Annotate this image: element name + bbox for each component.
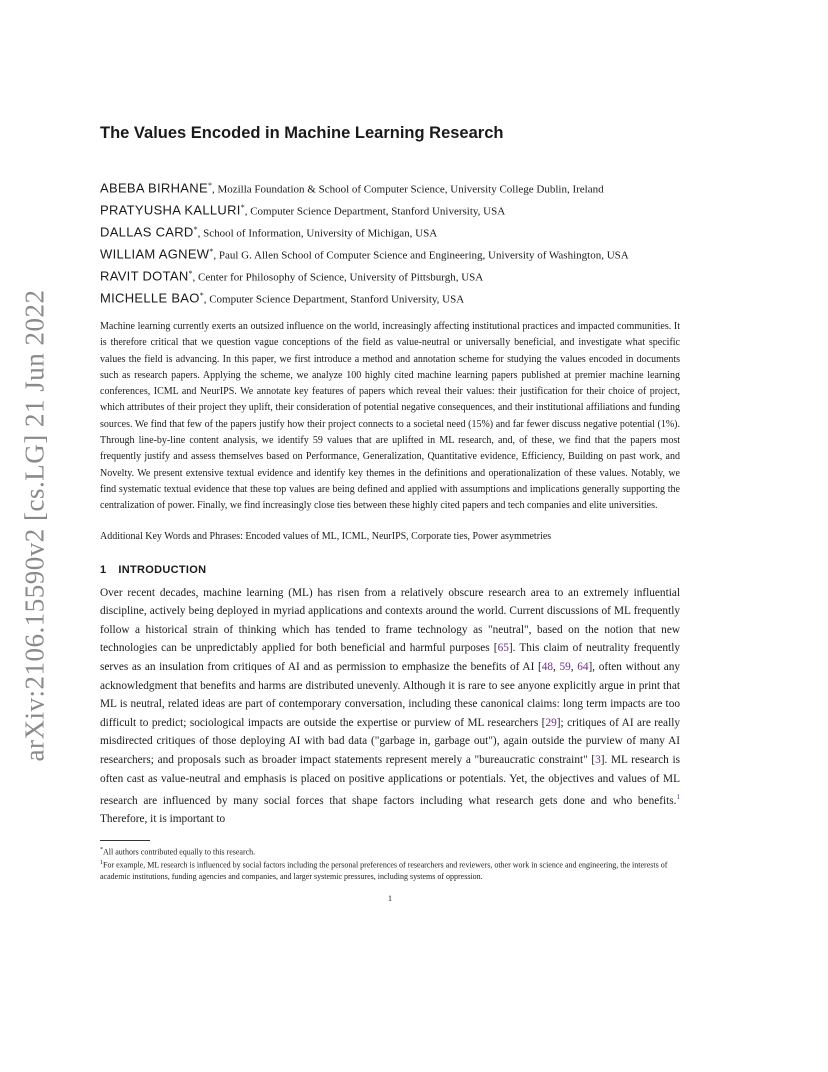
author-mark: * bbox=[207, 181, 212, 190]
section-title: INTRODUCTION bbox=[118, 563, 207, 576]
author-list bbox=[100, 175, 680, 307]
intro-text: ]. ML research is often cast as value-neutral and emphasis is placed on positive applications or potentials. Yet, the objectives and values of ML research are influenced by many social forces that shape factors including what research gets done and who benefits. bbox=[100, 753, 680, 807]
author-affiliation: , Mozilla Foundation & School of Computer Science, University College Dublin, Ireland bbox=[211, 183, 604, 196]
intro-text: ]. This claim of neutrality frequently serves as an insulation from critiques of AI and as permission to emphasize the benefits of AI [ bbox=[100, 642, 680, 673]
author-entry bbox=[100, 175, 680, 197]
page-number: 1 bbox=[388, 893, 392, 903]
citation-link[interactable]: 29 bbox=[545, 716, 557, 729]
author-affiliation: , School of Information, University of Michigan, USA bbox=[197, 227, 438, 240]
section-number: 1 bbox=[100, 563, 107, 576]
abstract: Machine learning currently exerts an outsized influence on the world, increasingly affecting institutional practices and impacted communities. It is therefore critical that we question vague conceptions of the field as value-neutral or universally beneficial, and investigate what specific values the field is advancing. In this paper, we first introduce a method and annotation scheme for studying the values encoded in documents such as research papers. Applying the scheme, we analyze 100 highly cited machine learning papers published at premier machine learning conferences, ICML and NeurIPS. We annotate key features of papers which reveal their values: their justification for their choice of project, which attributes of their project they uplift, their consideration of potential negative consequences, and their institutional affiliations and funding sources. We find that few of the papers justify how their project connects to a societal need (15%) and far fewer discuss negative potential (1%). Through line-by-line content analysis, we identify 59 values that are uplifted in ML research, and, of these, we find that the papers most frequently justify and assess themselves based on Performance, Generalization, Quantitative evidence, Efficiency, Building on past work, and Novelty. We present extensive textual evidence and identify key themes in the definitions and operationalization of these values. Notably, we find systematic textual evidence that these top values are being defined and applied with assumptions and implications generally supporting the centralization of power. Finally, we find increasingly close ties between these highly cited papers and tech companies and elite universities. bbox=[100, 321, 680, 512]
author-entry bbox=[100, 197, 680, 219]
footnote bbox=[100, 858, 680, 882]
citation-link[interactable]: 59 bbox=[559, 660, 571, 673]
author-affiliation: , Paul G. Allen School of Computer Science and Engineering, University of Washington, USA bbox=[213, 249, 629, 262]
footnote-ref-link[interactable]: 1 bbox=[676, 793, 680, 802]
author-mark: * bbox=[209, 247, 214, 256]
paper-page bbox=[100, 124, 680, 903]
citation-link[interactable]: 3 bbox=[595, 753, 601, 766]
citation-link[interactable]: 64 bbox=[577, 660, 589, 673]
footnote bbox=[100, 845, 680, 858]
arxiv-identifier: arXiv:2106.15590v2 [cs.LG] 21 Jun 2022 bbox=[19, 289, 50, 761]
citation-link[interactable]: 65 bbox=[497, 642, 509, 655]
author-name: RAVIT DOTAN bbox=[100, 268, 189, 284]
footnote-mark: 1 bbox=[100, 860, 103, 866]
intro-text: ]; critiques of AI are really misdirected critiques of those deploying AI with bad data ("garbage in, garbage out"), again outside the purview of many AI researchers; and proposals such as broader impact statements represent merely a "bureaucratic constraint" [ bbox=[100, 716, 680, 766]
author-name: DALLAS CARD bbox=[100, 224, 194, 240]
author-entry bbox=[100, 263, 680, 285]
author-mark: * bbox=[188, 269, 193, 278]
paper-title: The Values Encoded in Machine Learning Research bbox=[100, 124, 504, 142]
intro-text: Over recent decades, machine learning (ML) has risen from a relatively obscure research area to an extremely influential discipline, actively being deployed in myriad applications and contexts around the world. Current discussions of ML frequently follow a historical strain of thinking which has tended to frame technology as "neutral", based on the notion that new technologies can be unpredictably applied for both beneficial and harmful purposes [ bbox=[100, 586, 680, 655]
keywords: Additional Key Words and Phrases: Encoded values of ML, ICML, NeurIPS, Corporate ties, Power asymmetries bbox=[100, 530, 552, 542]
author-name: PRATYUSHA KALLURI bbox=[100, 202, 241, 218]
author-entry bbox=[100, 285, 680, 307]
intro-paragraph: Over recent decades, machine learning (ML) has risen from a relatively obscure research area to an extremely influential discipline, actively being deployed in myriad applications and contexts around the world. Current discussions of ML frequently follow a historical strain of thinking which has tended to frame technology as "neutral", based on the notion that new technologies can be unpredictably applied for both beneficial and harmful purposes [65]. This claim of neutrality frequently serves as an insulation from critiques of AI and as permission to emphasize the benefits of AI [48, 59, 64], often without any acknowledgment that benefits and harms are distributed unevenly. Although it is rare to see anyone explicitly argue in print that ML is neutral, related ideas are part of contemporary conversation, including these canonical claims: long term impacts are too difficult to predict; sociological impacts are outside the expertise or purview of ML researchers [29]; critiques of AI are really misdirected critiques of those deploying AI with bad data ("garbage in, garbage out"), again outside the purview of many AI researchers; and proposals such as broader impact statements represent merely a "bureaucratic constraint" [3]. ML research is often cast as value-neutral and emphasis is placed on positive applications or potentials. Yet, the objectives and values of ML research are influenced by many social forces that shape factors including what research gets done and who benefits.$^1$ Therefore, it is important to bbox=[100, 586, 681, 826]
footnote-divider bbox=[100, 840, 150, 841]
author-affiliation: , Center for Philosophy of Science, University of Pittsburgh, USA bbox=[192, 271, 484, 284]
intro-text: Therefore, it is important to bbox=[100, 813, 226, 826]
author-mark: * bbox=[193, 225, 198, 234]
citation-link[interactable]: 48 bbox=[541, 660, 554, 673]
footnote-text: For example, ML research is influenced by social factors including the personal preferences of researchers and reviewers, other work in science and engineering, the interests of academic institutions, funding agencies and companies, and larger systemic pressures, including systems of oppression. bbox=[100, 860, 668, 881]
author-name: ABEBA BIRHANE bbox=[100, 180, 208, 196]
author-name: MICHELLE BAO bbox=[100, 290, 200, 306]
footnotes bbox=[100, 845, 680, 881]
intro-text: ], often without any acknowledgment that benefits and harms are distributed unevenly. Although it is rare to see anyone explicitly argue in print that ML is neutral, related ideas are part of contemporary conversation, including these canonical claims: long term impacts are too difficult to predict; sociological impacts are outside the expertise or purview of ML researchers [ bbox=[100, 660, 681, 729]
author-entry bbox=[100, 219, 680, 241]
author-mark: * bbox=[199, 291, 204, 300]
footnote-mark: * bbox=[100, 847, 103, 854]
footnote-text: All authors contributed equally to this research. bbox=[103, 848, 256, 857]
author-mark: * bbox=[240, 203, 245, 212]
author-entry bbox=[100, 241, 680, 263]
author-affiliation: , Computer Science Department, Stanford University, USA bbox=[203, 293, 465, 306]
author-name: WILLIAM AGNEW bbox=[100, 246, 210, 262]
arxiv-sidebar bbox=[10, 290, 60, 760]
section-heading bbox=[100, 564, 680, 576]
author-affiliation: , Computer Science Department, Stanford University, USA bbox=[244, 205, 506, 218]
